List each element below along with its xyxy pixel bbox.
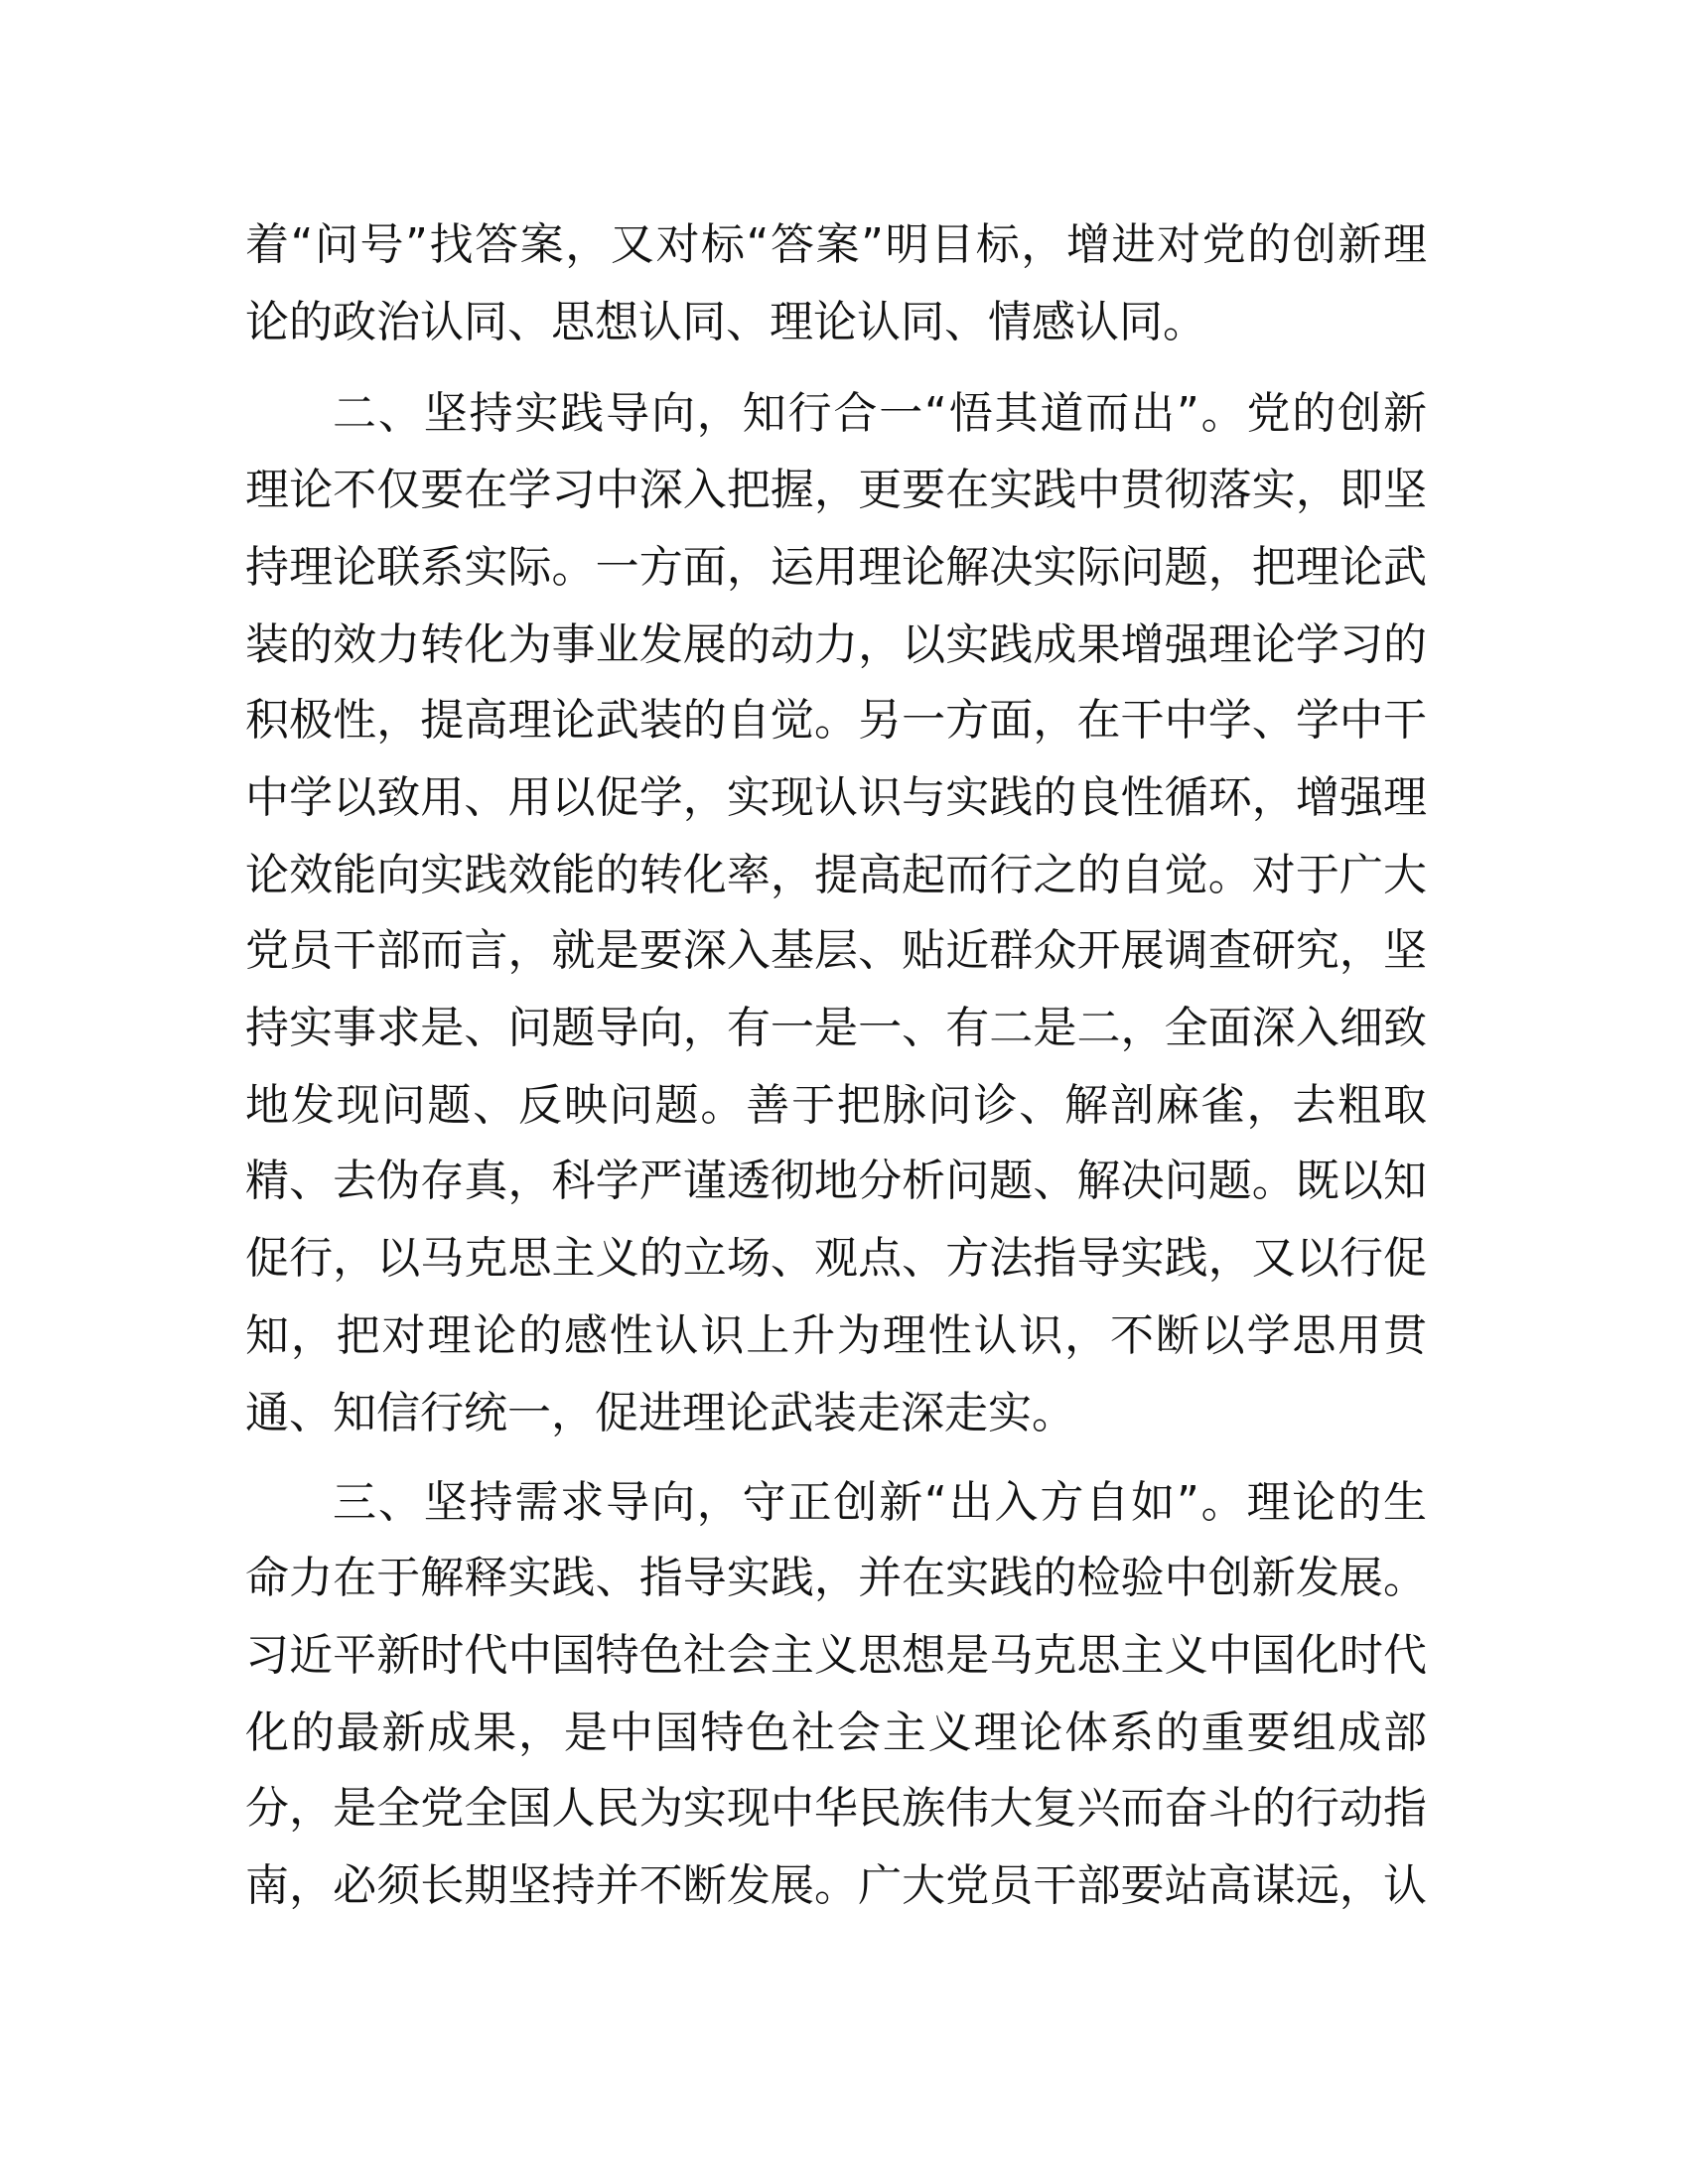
paragraph-3-line: 命力在于解释实践、指导实践，并在实践的检验中创新发展。 <box>245 1553 1427 1603</box>
paragraph-1-line: 着“问号”找答案，又对标“答案”明目标，增进对党的创新理 <box>245 219 1427 270</box>
paragraph-2-line: 党员干部而言，就是要深入基层、贴近群众开展调查研究，坚 <box>245 925 1427 976</box>
paragraph-2-line: 论效能向实践效能的转化率，提高起而行之的自觉。对于广大 <box>245 850 1427 900</box>
paragraph-2-line: 持实事求是、问题导向，有一是一、有二是二，全面深入细致 <box>245 1003 1427 1053</box>
paragraph-2-line: 装的效力转化为事业发展的动力，以实践成果增强理论学习的 <box>245 619 1427 670</box>
paragraph-3-line: 化的最新成果，是中国特色社会主义理论体系的重要组成部 <box>245 1707 1427 1758</box>
paragraph-3-line: 南，必须长期坚持并不断发展。广大党员干部要站高谋远，认 <box>245 1860 1427 1911</box>
paragraph-2-line: 知，把对理论的感性认识上升为理性认识，不断以学思用贯 <box>245 1310 1427 1361</box>
paragraph-2-line: 地发现问题、反映问题。善于把脉问诊、解剖麻雀，去粗取 <box>245 1080 1427 1131</box>
paragraph-2-line: 精、去伪存真，科学严谨透彻地分析问题、解决问题。既以知 <box>245 1156 1427 1206</box>
paragraph-2-line: 积极性，提高理论武装的自觉。另一方面，在干中学、学中干 <box>245 695 1427 746</box>
paragraph-2-line: 中学以致用、用以促学，实现认识与实践的良性循环，增强理 <box>245 772 1427 823</box>
paragraph-3-line: 习近平新时代中国特色社会主义思想是马克思主义中国化时代 <box>245 1630 1427 1681</box>
paragraph-2-line: 持理论联系实际。一方面，运用理论解决实际问题，把理论武 <box>245 542 1427 593</box>
paragraph-2-line: 理论不仅要在学习中深入把握，更要在实践中贯彻落实，即坚 <box>245 465 1427 515</box>
paragraph-3-line: 分，是全党全国人民为实现中华民族伟大复兴而奋斗的行动指 <box>245 1783 1427 1834</box>
paragraph-2-line: 二、坚持实践导向，知行合一“悟其道而出”。党的创新 <box>333 388 1427 439</box>
paragraph-3-line: 三、坚持需求导向，守正创新“出入方自如”。理论的生 <box>333 1477 1427 1528</box>
paragraph-2-line: 促行，以马克思主义的立场、观点、方法指导实践，又以行促 <box>245 1233 1427 1284</box>
paragraph-1-line: 论的政治认同、思想认同、理论认同、情感认同。 <box>245 297 1206 347</box>
paragraph-2-line: 通、知信行统一，促进理论武装走深走实。 <box>245 1388 1075 1438</box>
